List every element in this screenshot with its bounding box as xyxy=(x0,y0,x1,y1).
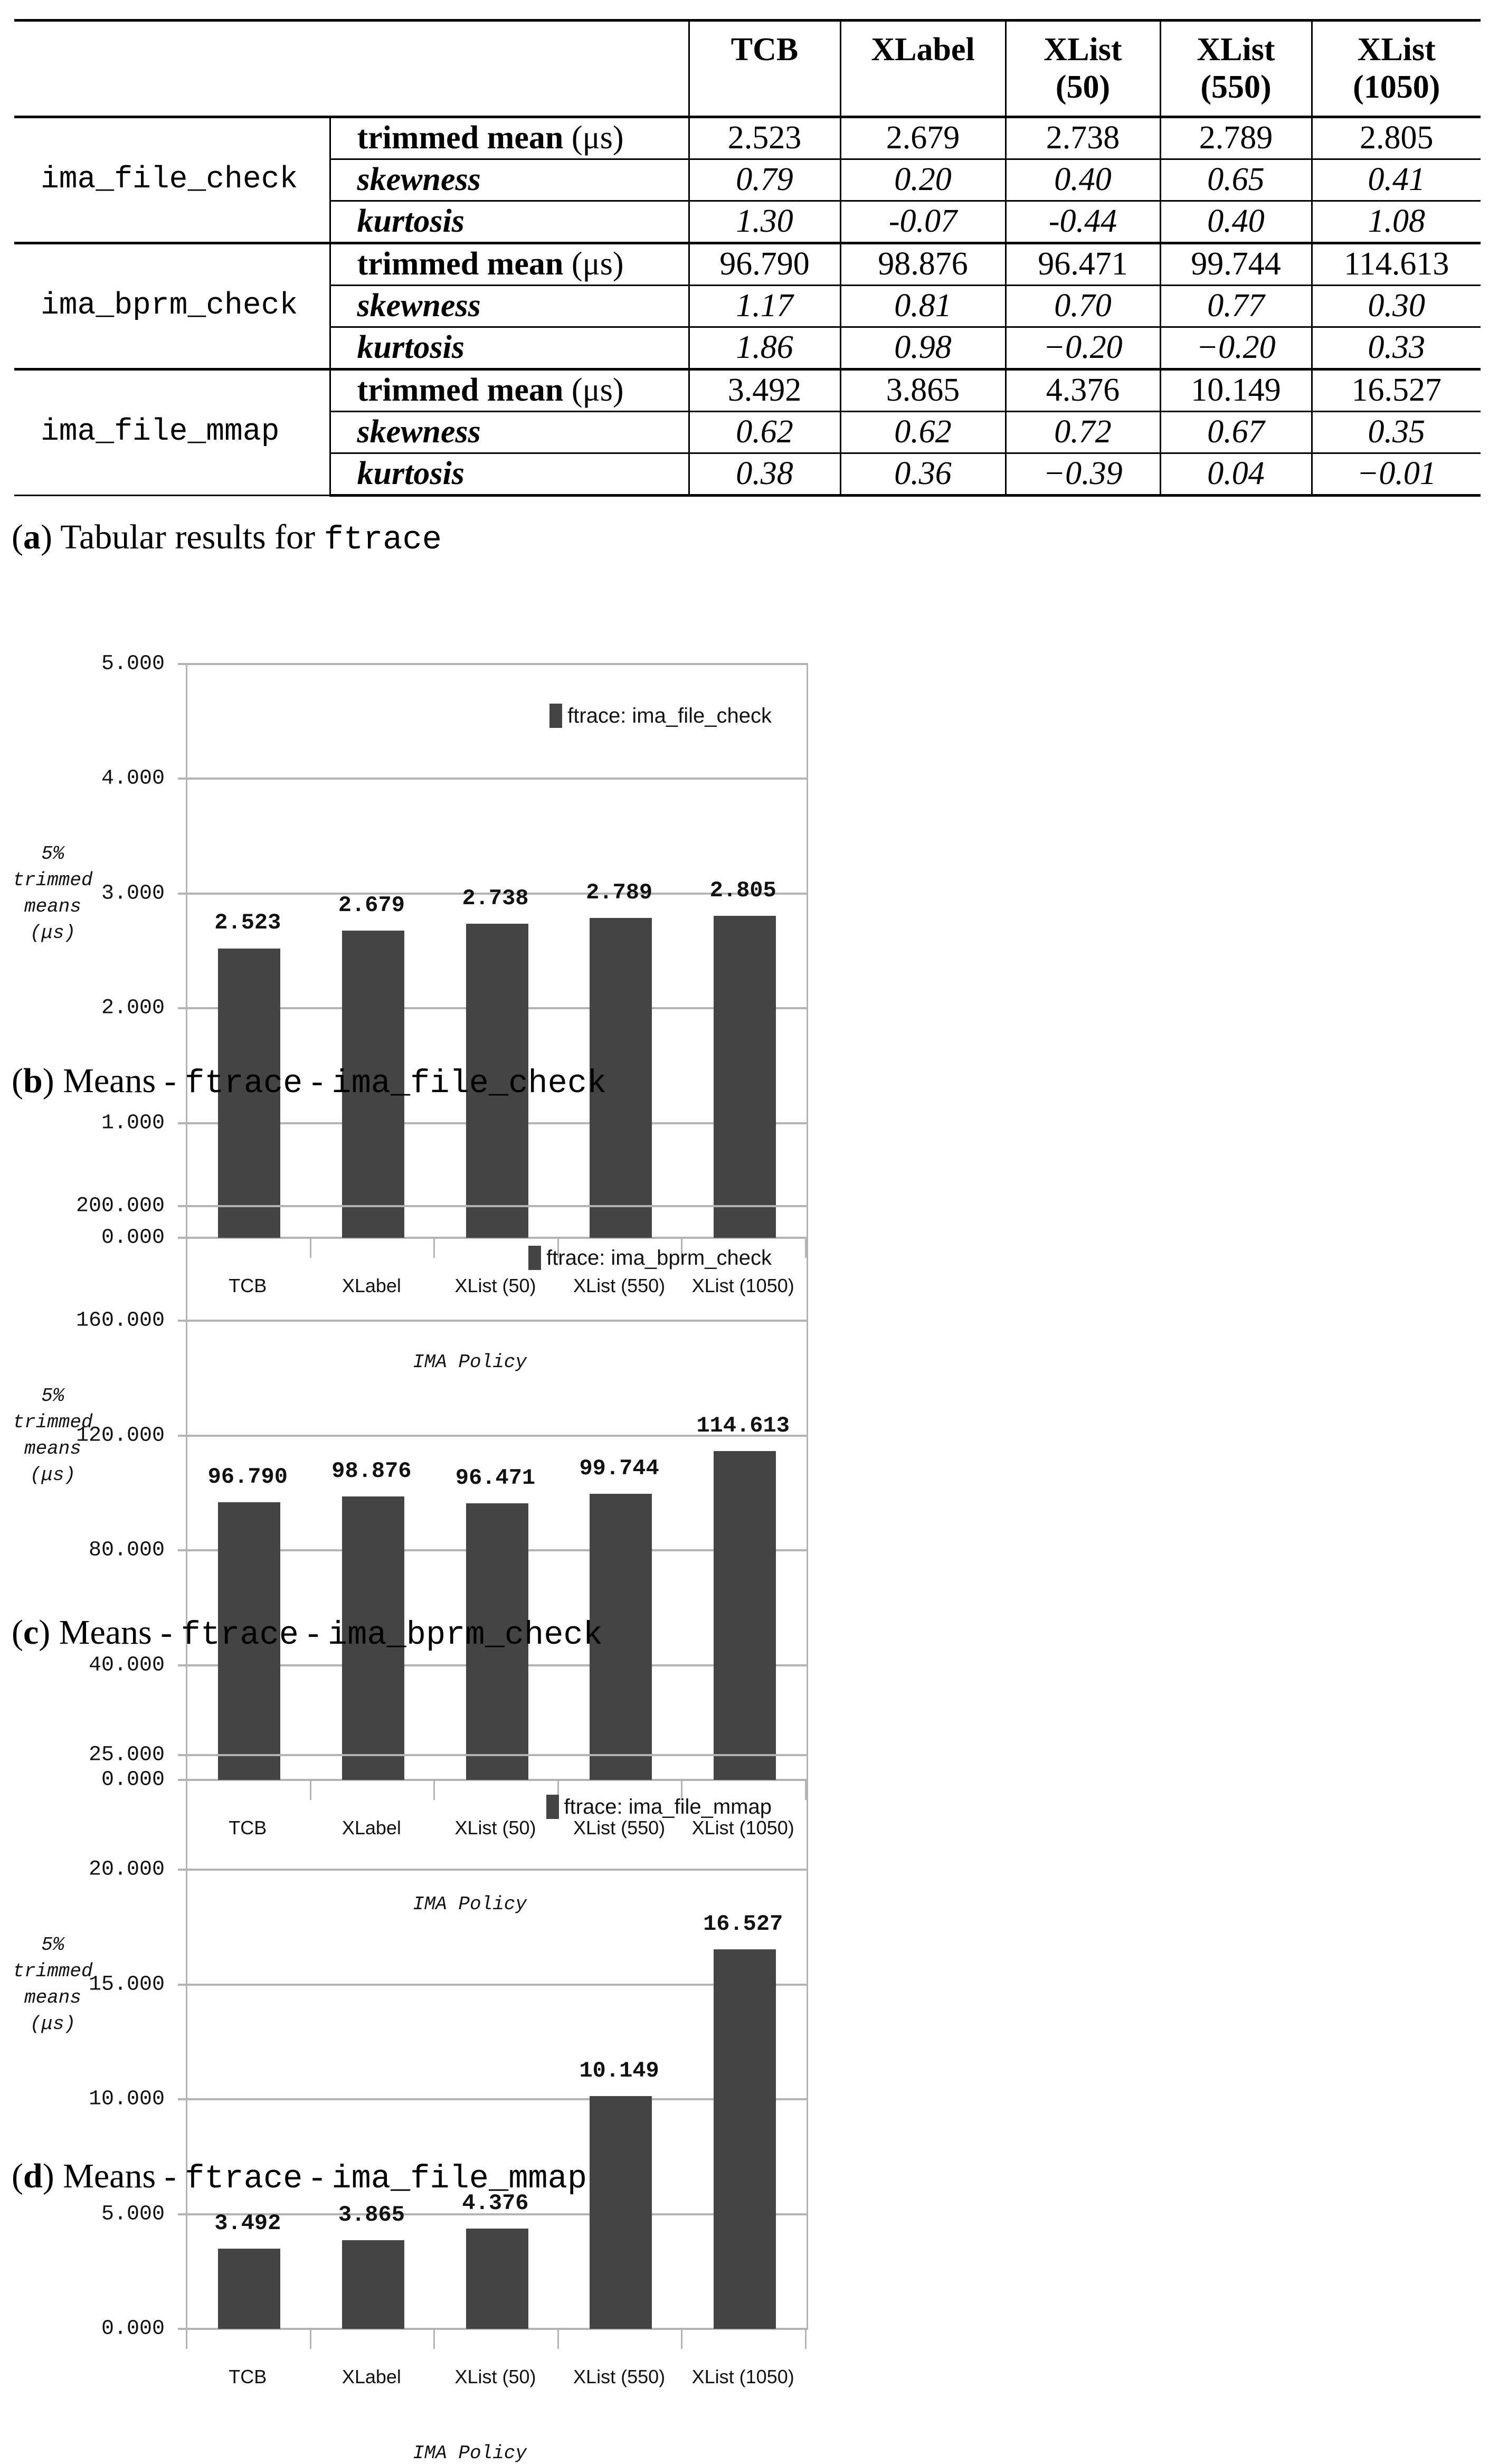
table-cell: 2.738 xyxy=(1006,117,1160,159)
column-header-line: TCB xyxy=(731,32,799,68)
caption-d-letter: d xyxy=(23,2157,43,2195)
caption-b-code2: ima_file_check xyxy=(331,1065,607,1102)
metric-label-skewness xyxy=(330,159,689,201)
y-axis-title xyxy=(11,1932,95,2037)
bar-value-label: 2.805 xyxy=(709,878,776,904)
caption-c-sep: - xyxy=(298,1613,328,1652)
gridline xyxy=(178,1869,808,1871)
metric-label-skewness xyxy=(330,412,689,453)
legend-label: ftrace: ima_file_check xyxy=(567,704,772,727)
caption-a: (a) Tabular results for ftrace xyxy=(12,518,442,558)
table-cell: 0.62 xyxy=(689,412,840,453)
table-cell: 1.30 xyxy=(689,201,840,243)
table-cell: 2.805 xyxy=(1312,117,1481,159)
x-category-label: XList (550) xyxy=(573,1817,666,1838)
x-category-label: XList (550) xyxy=(573,1275,666,1296)
bar xyxy=(342,2240,404,2329)
caption-a-code: ftrace xyxy=(324,521,442,558)
metric-label-text: trimmed mean xyxy=(357,120,564,156)
bar xyxy=(590,2096,652,2329)
caption-c-code2: ima_bprm_check xyxy=(327,1616,603,1654)
caption-c-code1: ftrace xyxy=(181,1616,299,1654)
y-tick-label: 20.000 xyxy=(88,1858,165,1882)
plot-area xyxy=(186,1755,808,2329)
table-cell: 0.04 xyxy=(1160,453,1312,496)
y-axis-title-line: trimmed xyxy=(13,869,93,891)
table-cell: 0.30 xyxy=(1312,286,1481,327)
column-header-line: XList xyxy=(1044,32,1122,68)
group-name: ima_file_check xyxy=(14,117,330,243)
y-tick-label: 160.000 xyxy=(75,1309,165,1333)
table-cell: 0.62 xyxy=(840,412,1006,453)
y-axis-title-line: means xyxy=(24,1438,82,1460)
gridline xyxy=(178,1205,808,1207)
column-header-line: XLabel xyxy=(871,32,975,68)
bar-value-label: 3.492 xyxy=(214,2211,281,2236)
y-tick-label: 0.000 xyxy=(101,1226,165,1250)
column-header-line: (1050) xyxy=(1353,69,1440,106)
caption-b-sep: - xyxy=(302,1062,332,1100)
metric-label-kurtosis xyxy=(330,201,689,243)
x-category-label: XLabel xyxy=(342,1817,401,1838)
table-cell: 1.08 xyxy=(1312,201,1481,243)
table-cell: 16.527 xyxy=(1312,369,1481,412)
table-cell: 0.81 xyxy=(840,286,1006,327)
table-cell: −0.01 xyxy=(1312,453,1481,496)
x-tick-mark xyxy=(186,2330,187,2349)
y-tick-label: 10.000 xyxy=(88,2087,165,2111)
y-tick-label: 25.000 xyxy=(88,1743,165,1767)
legend xyxy=(546,1795,772,1819)
table-cell: 0.70 xyxy=(1006,286,1160,327)
caption-c-text: Means - xyxy=(59,1613,181,1652)
bar-value-label: 3.865 xyxy=(338,2202,405,2228)
bar-value-label: 96.471 xyxy=(455,1465,536,1491)
x-tick-mark xyxy=(433,2330,435,2349)
caption-d-code1: ftrace xyxy=(185,2160,303,2197)
bar-value-label: 98.876 xyxy=(331,1458,412,1484)
metric-unit: (μs) xyxy=(571,120,624,156)
legend xyxy=(549,704,772,728)
table-row xyxy=(14,369,1481,412)
table-cell: 0.35 xyxy=(1312,412,1481,453)
column-header-line: (50) xyxy=(1055,69,1111,106)
bar-value-label: 96.790 xyxy=(207,1464,288,1490)
metric-label-trimmed-mean xyxy=(330,369,689,412)
bar-value-label: 4.376 xyxy=(462,2190,529,2216)
table-cell: 0.67 xyxy=(1160,412,1312,453)
metric-label-kurtosis xyxy=(330,327,689,369)
caption-a-letter: a xyxy=(23,518,41,556)
caption-d-sep: - xyxy=(302,2157,332,2195)
x-category-label: XList (1050) xyxy=(691,1817,794,1838)
legend-label: ftrace: ima_file_mmap xyxy=(564,1795,772,1818)
table-cell: 4.376 xyxy=(1006,369,1160,412)
legend-swatch-icon xyxy=(549,704,562,728)
y-tick-label: 120.000 xyxy=(75,1424,165,1448)
y-tick-label: 15.000 xyxy=(88,1973,165,1997)
table-cell: 98.876 xyxy=(840,243,1006,286)
table-cell: −0.20 xyxy=(1006,327,1160,369)
y-axis-title-line: 5% xyxy=(41,843,64,865)
caption-b-text: Means - xyxy=(63,1062,185,1100)
table-cell: 0.38 xyxy=(689,453,840,496)
caption-d-code2: ima_file_mmap xyxy=(331,2160,587,2197)
x-category-label: XList (50) xyxy=(454,1275,536,1296)
table-cell: 0.36 xyxy=(840,453,1006,496)
table-cell: 0.33 xyxy=(1312,327,1481,369)
metric-label-text: kurtosis xyxy=(357,456,464,492)
table-cell: 2.789 xyxy=(1160,117,1312,159)
y-axis-title-line: means xyxy=(24,1987,82,2008)
x-category-label: XLabel xyxy=(342,1275,401,1296)
x-tick-mark xyxy=(557,2330,559,2349)
metric-label-trimmed-mean xyxy=(330,117,689,159)
x-category-label: XList (1050) xyxy=(691,1275,794,1296)
y-axis-title-line: trimmed xyxy=(13,1960,93,1982)
x-category-label: XLabel xyxy=(342,2366,401,2387)
table-cell: 1.86 xyxy=(689,327,840,369)
column-header xyxy=(840,21,1006,117)
y-axis-title xyxy=(11,841,95,946)
x-axis-title: IMA Policy xyxy=(412,1351,527,1373)
table-cell: 1.17 xyxy=(689,286,840,327)
table-cell: 0.65 xyxy=(1160,159,1312,201)
column-header xyxy=(689,21,840,117)
table-cell: 0.40 xyxy=(1006,159,1160,201)
y-tick-label: 0.000 xyxy=(101,2317,165,2341)
y-axis-title xyxy=(11,1383,95,1489)
bar-value-label: 2.523 xyxy=(214,910,281,936)
metric-unit: (μs) xyxy=(571,372,624,409)
y-axis-title-line: trimmed xyxy=(13,1411,93,1433)
column-header xyxy=(1006,21,1160,117)
caption-a-text: Tabular results for xyxy=(60,518,324,556)
metric-label-text: trimmed mean xyxy=(357,246,564,282)
caption-d: (d) Means - ftrace - ima_file_mmap xyxy=(12,2157,587,2197)
y-tick-label: 3.000 xyxy=(101,882,165,906)
y-tick-label: 2.000 xyxy=(101,996,165,1020)
x-category-label: XList (1050) xyxy=(691,2366,794,2387)
x-category-label: XList (50) xyxy=(454,2366,536,2387)
gridline xyxy=(178,1320,808,1322)
table-cell: 0.72 xyxy=(1006,412,1160,453)
group-name: ima_bprm_check xyxy=(14,243,330,369)
x-axis-title: IMA Policy xyxy=(412,2442,527,2464)
y-axis-title-line: 5% xyxy=(41,1934,64,1956)
metric-label-text: skewness xyxy=(357,414,481,450)
table-cell: 0.79 xyxy=(689,159,840,201)
x-tick-mark xyxy=(805,2330,807,2349)
x-category-label: TCB xyxy=(229,1275,267,1296)
legend-label: ftrace: ima_bprm_check xyxy=(546,1246,772,1269)
bar-value-label: 16.527 xyxy=(703,1911,783,1937)
x-category-label: XList (50) xyxy=(454,1817,536,1838)
column-header-line: XList xyxy=(1357,32,1436,68)
table-cell: 10.149 xyxy=(1160,369,1312,412)
caption-b: (b) Means - ftrace - ima_file_check xyxy=(12,1062,607,1102)
bar-value-label: 114.613 xyxy=(696,1413,790,1439)
bar-value-label: 99.744 xyxy=(579,1455,659,1481)
metric-label-text: trimmed mean xyxy=(357,372,564,409)
table-row xyxy=(14,117,1481,159)
results-table xyxy=(14,19,1481,497)
table-cell: 0.77 xyxy=(1160,286,1312,327)
y-axis-title-line: (μs) xyxy=(30,922,76,944)
y-tick-label: 40.000 xyxy=(88,1653,165,1678)
table-cell: −0.39 xyxy=(1006,453,1160,496)
x-axis-title: IMA Policy xyxy=(412,1893,527,1915)
table-header-blank xyxy=(14,21,689,117)
table-cell: 3.492 xyxy=(689,369,840,412)
y-tick-label: 0.000 xyxy=(101,1768,165,1792)
metric-label-trimmed-mean xyxy=(330,243,689,286)
table-cell: 2.679 xyxy=(840,117,1006,159)
y-tick-label: 5.000 xyxy=(101,652,165,676)
y-tick-label: 4.000 xyxy=(101,766,165,791)
y-tick-label: 1.000 xyxy=(101,1111,165,1135)
table-cell: 2.523 xyxy=(689,117,840,159)
table-cell: −0.20 xyxy=(1160,327,1312,369)
y-tick-label: 5.000 xyxy=(101,2202,165,2226)
x-category-label: XList (550) xyxy=(573,2366,666,2387)
column-header xyxy=(1312,21,1481,117)
table-header-row xyxy=(14,21,1481,117)
table-cell: 0.41 xyxy=(1312,159,1481,201)
metric-label-text: kurtosis xyxy=(357,329,464,366)
bar xyxy=(218,2249,280,2329)
caption-b-letter: b xyxy=(23,1062,43,1100)
table-cell: 0.40 xyxy=(1160,201,1312,243)
y-axis-title-line: means xyxy=(24,896,82,917)
x-category-label: TCB xyxy=(229,1817,267,1838)
column-header-line: XList xyxy=(1197,32,1275,68)
table-cell: 96.790 xyxy=(689,243,840,286)
x-tick-mark xyxy=(310,2330,311,2349)
caption-d-text: Means - xyxy=(63,2157,185,2195)
bar xyxy=(714,1949,776,2329)
y-tick-label: 80.000 xyxy=(88,1538,165,1562)
x-category-label: TCB xyxy=(229,2366,267,2387)
x-tick-mark xyxy=(681,2330,682,2349)
group-name: ima_file_mmap xyxy=(14,369,330,496)
plot-area xyxy=(186,1206,808,1780)
bar xyxy=(466,2229,528,2329)
gridline xyxy=(178,663,808,665)
legend xyxy=(528,1246,772,1270)
y-axis-title-line: 5% xyxy=(41,1385,64,1407)
table-cell: 3.865 xyxy=(840,369,1006,412)
table-cell: -0.07 xyxy=(840,201,1006,243)
metric-label-skewness xyxy=(330,286,689,327)
table-cell: 0.20 xyxy=(840,159,1006,201)
caption-c-letter: c xyxy=(23,1613,39,1652)
caption-c: (c) Means - ftrace - ima_bprm_check xyxy=(12,1613,603,1654)
caption-b-code1: ftrace xyxy=(185,1065,303,1102)
legend-swatch-icon xyxy=(528,1246,541,1270)
table-cell: -0.44 xyxy=(1006,201,1160,243)
table-cell: 99.744 xyxy=(1160,243,1312,286)
plot-area xyxy=(186,664,808,1238)
metric-unit: (μs) xyxy=(571,246,624,282)
gridline xyxy=(178,1754,808,1756)
column-header xyxy=(1160,21,1312,117)
metric-label-text: kurtosis xyxy=(357,203,464,240)
bar-value-label: 2.789 xyxy=(586,879,653,905)
bar-value-label: 2.738 xyxy=(462,885,529,911)
legend-swatch-icon xyxy=(546,1795,559,1819)
metric-label-text: skewness xyxy=(357,162,481,198)
metric-label-text: skewness xyxy=(357,288,481,324)
gridline xyxy=(178,778,808,780)
column-header-line: (550) xyxy=(1200,69,1272,106)
table-row xyxy=(14,243,1481,286)
y-tick-label: 200.000 xyxy=(75,1194,165,1218)
metric-label-kurtosis xyxy=(330,453,689,496)
y-axis-title-line: (μs) xyxy=(30,1464,76,1486)
table-cell: 96.471 xyxy=(1006,243,1160,286)
bar-value-label: 10.149 xyxy=(579,2058,659,2083)
y-axis-title-line: (μs) xyxy=(30,2013,76,2035)
table-cell: 0.98 xyxy=(840,327,1006,369)
table-cell: 114.613 xyxy=(1312,243,1481,286)
bar-value-label: 2.679 xyxy=(338,892,405,918)
